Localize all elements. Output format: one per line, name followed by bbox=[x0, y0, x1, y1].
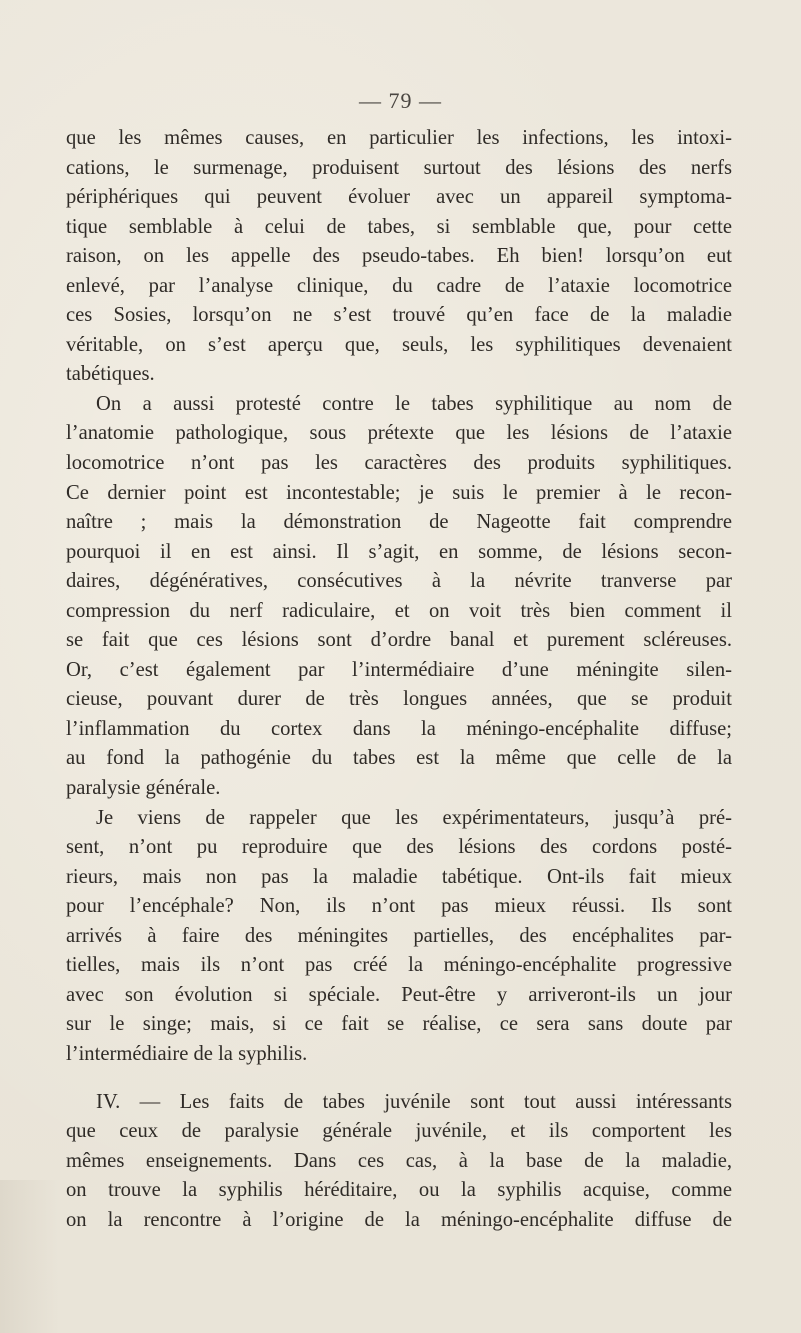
body-text bbox=[66, 124, 732, 1235]
text-line: au fond la pathogénie du tabes est la même que celle de la bbox=[66, 747, 732, 770]
text-line: mêmes enseignements. Dans ces cas, à la base de la maladie, bbox=[66, 1149, 732, 1172]
text-line: paralysie générale. bbox=[66, 777, 221, 800]
text-line: On a aussi protesté contre le tabes syphilitique au nom de bbox=[96, 392, 732, 415]
text-line: pour l’encéphale? Non, ils n’ont pas mieux réussi. Ils sont bbox=[66, 895, 732, 918]
text-line: compression du nerf radiculaire, et on voit très bien comment il bbox=[66, 599, 732, 622]
text-line: enlevé, par l’analyse clinique, du cadre de l’ataxie locomotrice bbox=[66, 274, 732, 297]
page-shadow bbox=[0, 1180, 60, 1333]
text-line: avec son évolution si spéciale. Peut-être y arriveront-ils un jour bbox=[66, 983, 732, 1006]
text-line: naître ; mais la démonstration de Nageotte fait comprendre bbox=[66, 511, 732, 534]
text-line: sent, n’ont pu reproduire que des lésions des cordons posté- bbox=[66, 836, 732, 859]
text-line: IV. — Les faits de tabes juvénile sont tout aussi intéressants bbox=[96, 1090, 732, 1113]
text-line: périphériques qui peuvent évoluer avec un appareil symptoma- bbox=[66, 186, 732, 209]
text-line: Je viens de rappeler que les expérimentateurs, jusqu’à pré- bbox=[96, 806, 732, 829]
text-line: sur le singe; mais, si ce fait se réalise, ce sera sans doute par bbox=[66, 1013, 732, 1036]
page-number: — 79 — bbox=[359, 88, 442, 113]
text-line: on trouve la syphilis héréditaire, ou la syphilis acquise, comme bbox=[66, 1179, 732, 1202]
text-line: locomotrice n’ont pas les caractères des produits syphilitiques. bbox=[66, 452, 732, 475]
text-line: que ceux de paralysie générale juvénile, et ils comportent les bbox=[66, 1120, 732, 1143]
text-line: cieuse, pouvant durer de très longues années, que se produit bbox=[66, 688, 732, 711]
text-line: arrivés à faire des méningites partielles, des encéphalites par- bbox=[66, 924, 732, 947]
text-line: se fait que ces lésions sont d’ordre banal et purement scléreuses. bbox=[66, 629, 732, 652]
text-line: rieurs, mais non pas la maladie tabétique. Ont-ils fait mieux bbox=[66, 865, 732, 888]
text-line: l’inflammation du cortex dans la méningo-encéphalite diffuse; bbox=[66, 717, 732, 740]
text-line: on la rencontre à l’origine de la méningo-encéphalite diffuse de bbox=[66, 1208, 732, 1231]
text-line: daires, dégénératives, consécutives à la névrite tranverse par bbox=[66, 570, 732, 593]
text-line: tique semblable à celui de tabes, si semblable que, pour cette bbox=[66, 215, 732, 238]
text-line: Or, c’est également par l’intermédiaire d’une méningite silen- bbox=[66, 658, 732, 681]
text-line: cations, le surmenage, produisent surtout des lésions des nerfs bbox=[66, 156, 732, 179]
text-line: tielles, mais ils n’ont pas créé la méningo-encéphalite progressive bbox=[66, 954, 732, 977]
text-line: l’anatomie pathologique, sous prétexte que les lésions de l’ataxie bbox=[66, 422, 732, 445]
text-line: Ce dernier point est incontestable; je suis le premier à le recon- bbox=[66, 481, 732, 504]
text-line: ces Sosies, lorsqu’on ne s’est trouvé qu’en face de la maladie bbox=[66, 304, 732, 327]
text-line: l’intermédiaire de la syphilis. bbox=[66, 1042, 308, 1065]
text-line: que les mêmes causes, en particulier les infections, les intoxi- bbox=[66, 127, 732, 149]
text-line: tabétiques. bbox=[66, 363, 155, 386]
section-gap bbox=[66, 1070, 732, 1088]
text-line: véritable, on s’est aperçu que, seuls, les syphilitiques devenaient bbox=[66, 333, 732, 356]
text-line: pourquoi il en est ainsi. Il s’agit, en somme, de lésions secon- bbox=[66, 540, 732, 563]
text-line: raison, on les appelle des pseudo-tabes. Eh bien! lorsqu’on eut bbox=[66, 245, 732, 268]
